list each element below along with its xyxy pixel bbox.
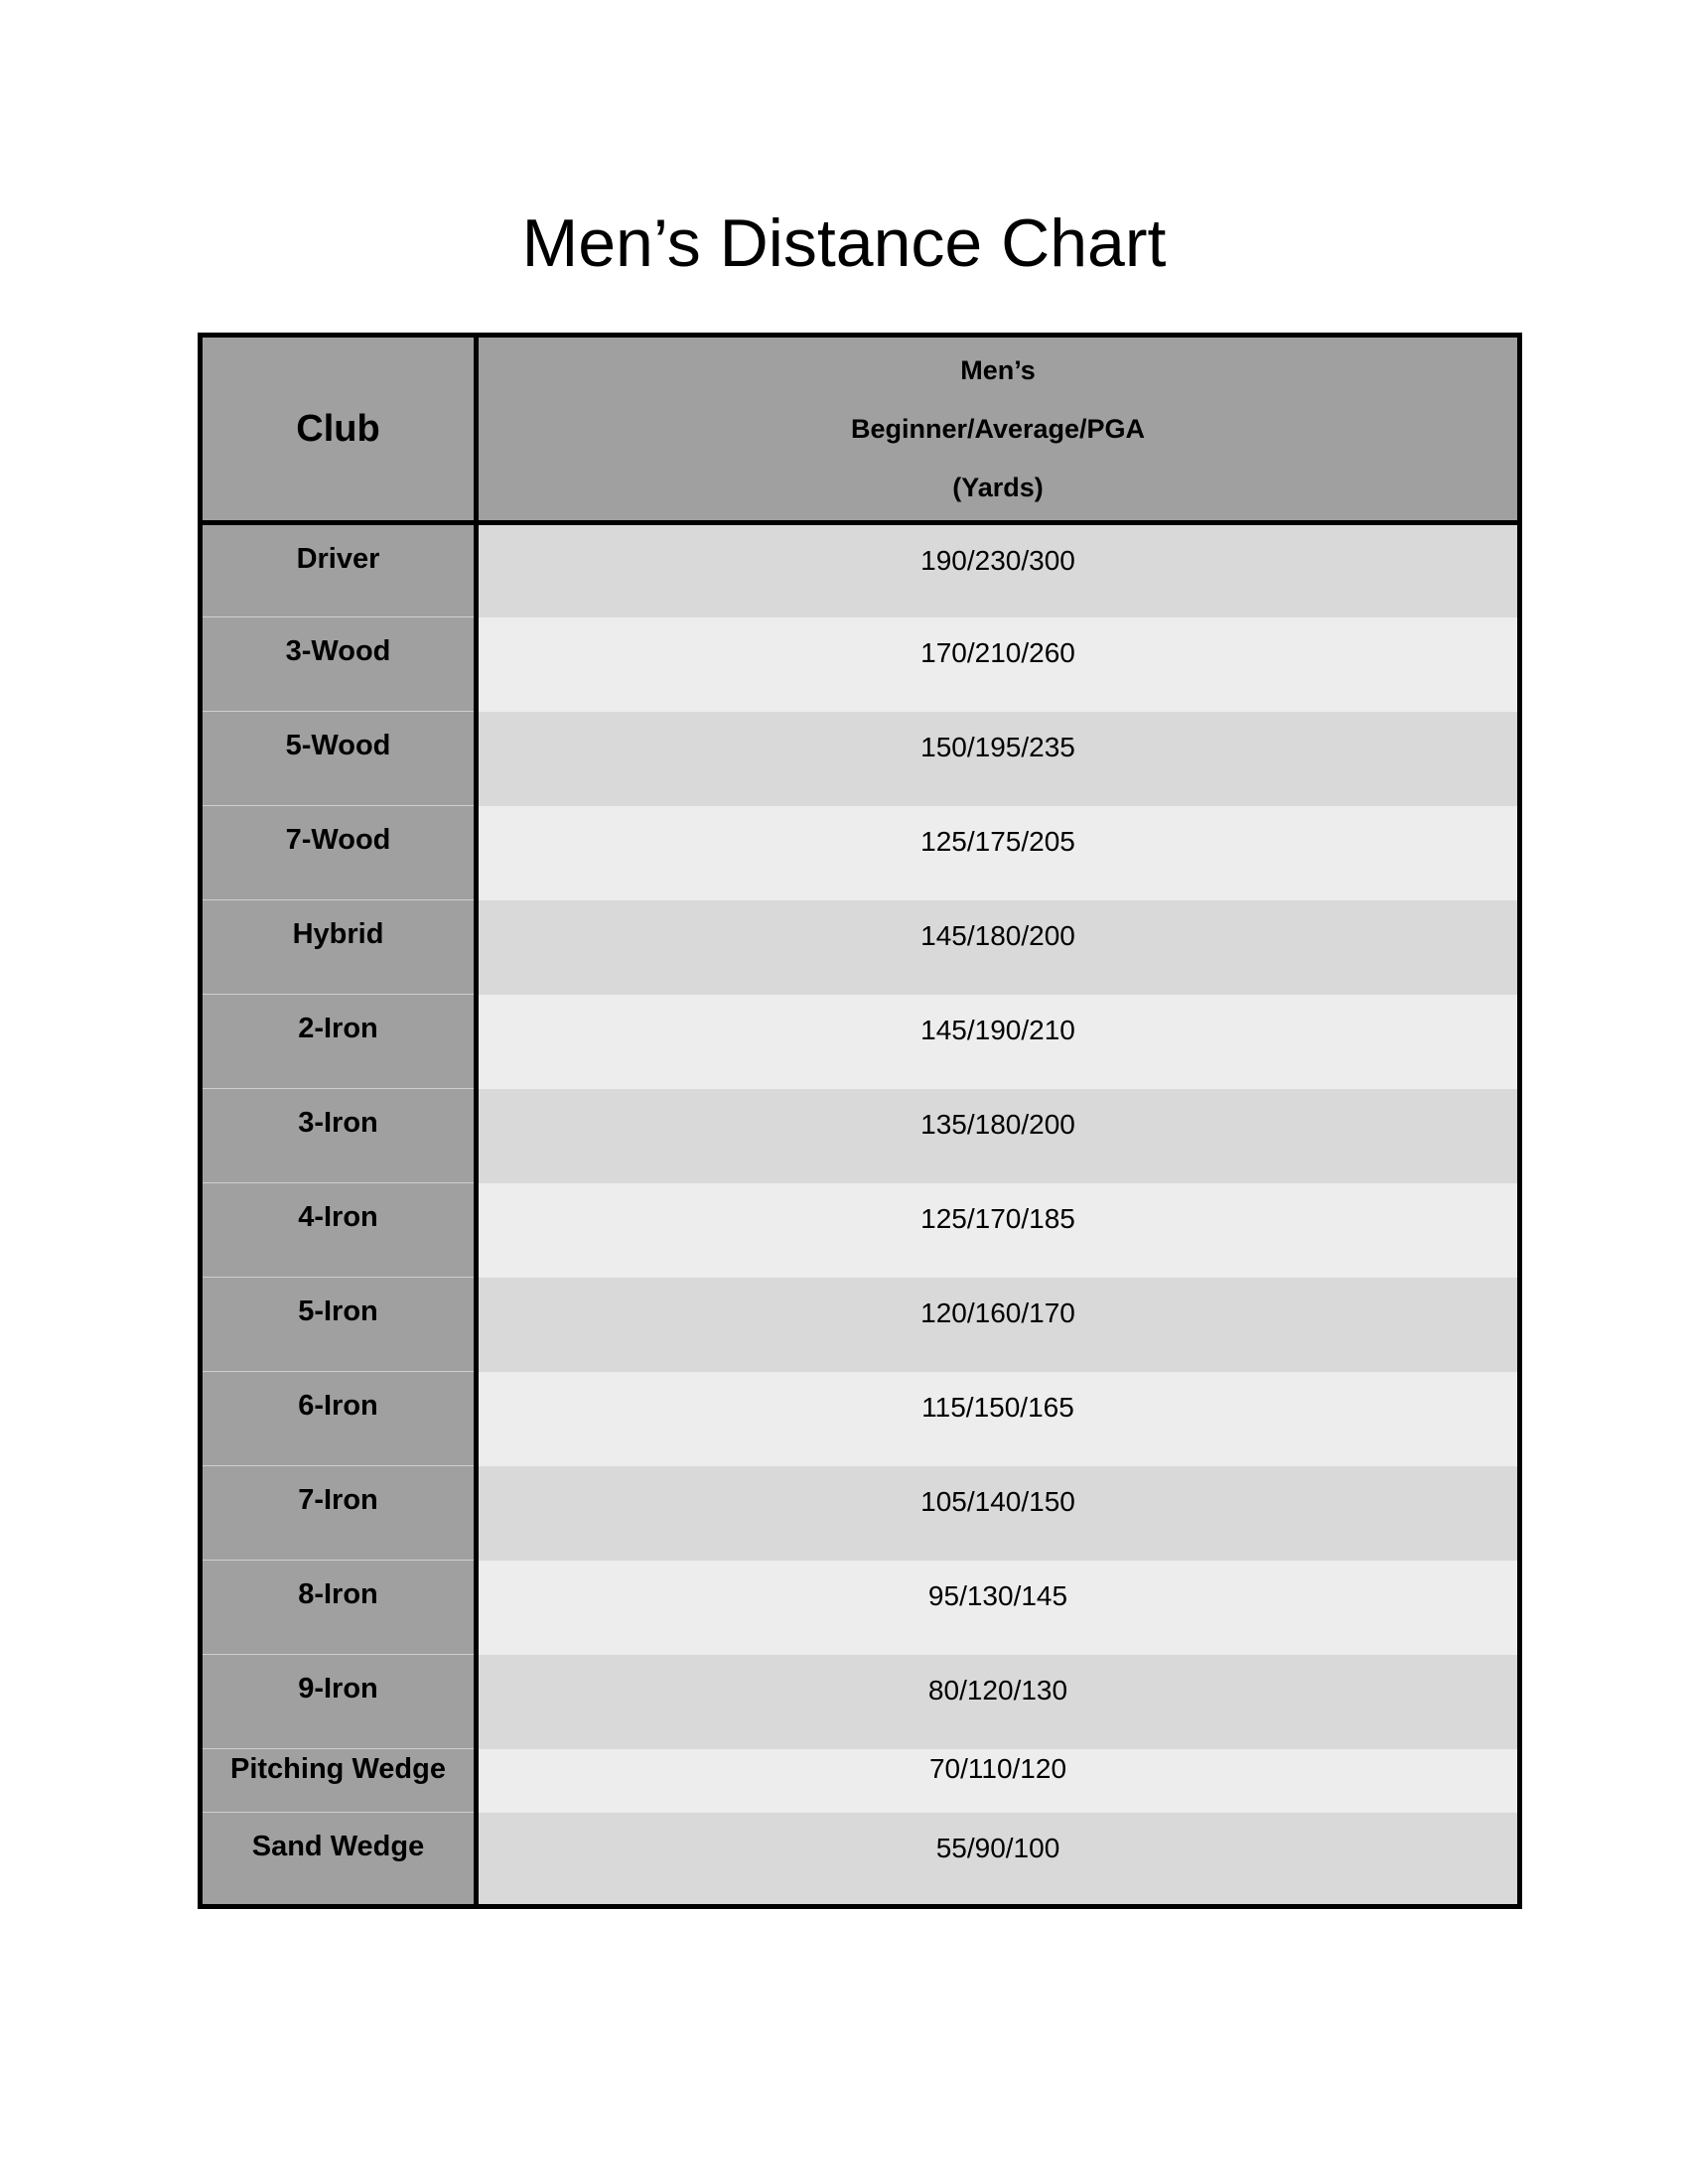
club-cell: 7-Wood [201, 806, 477, 900]
column-header-distance [477, 336, 1520, 523]
distance-cell: 55/90/100 [477, 1813, 1520, 1907]
distance-cell: 125/170/185 [477, 1183, 1520, 1278]
club-cell: Hybrid [201, 900, 477, 995]
distance-cell: 190/230/300 [477, 523, 1520, 617]
club-cell: Pitching Wedge [201, 1749, 477, 1813]
club-cell: 4-Iron [201, 1183, 477, 1278]
distance-cell: 105/140/150 [477, 1466, 1520, 1561]
table-row [201, 1749, 1520, 1813]
table-row [201, 523, 1520, 617]
club-cell: 8-Iron [201, 1561, 477, 1655]
table-row [201, 1089, 1520, 1183]
table-header-row [201, 336, 1520, 523]
header-line-levels: Beginner/Average/PGA [850, 413, 1146, 444]
club-cell: 7-Iron [201, 1466, 477, 1561]
table-row [201, 1278, 1520, 1372]
club-cell: 3-Wood [201, 617, 477, 712]
distance-cell: 70/110/120 [477, 1749, 1520, 1813]
table-row [201, 712, 1520, 806]
club-cell: Driver [201, 523, 477, 617]
club-cell: 3-Iron [201, 1089, 477, 1183]
table-row [201, 617, 1520, 712]
club-cell: 5-Iron [201, 1278, 477, 1372]
distance-cell: 115/150/165 [477, 1372, 1520, 1466]
table-row [201, 1183, 1520, 1278]
table-row [201, 1561, 1520, 1655]
club-cell: 9-Iron [201, 1655, 477, 1749]
page-title: Men’s Distance Chart [521, 205, 1167, 281]
table-row [201, 900, 1520, 995]
header-line-mens: Men’s [960, 354, 1036, 385]
distance-cell: 170/210/260 [477, 617, 1520, 712]
distance-cell: 95/130/145 [477, 1561, 1520, 1655]
distance-cell: 135/180/200 [477, 1089, 1520, 1183]
distance-table [198, 333, 1522, 1909]
table-row [201, 995, 1520, 1089]
distance-cell: 150/195/235 [477, 712, 1520, 806]
distance-cell: 80/120/130 [477, 1655, 1520, 1749]
table-row [201, 806, 1520, 900]
table-row [201, 1813, 1520, 1907]
table-row [201, 1466, 1520, 1561]
distance-cell: 125/175/205 [477, 806, 1520, 900]
distance-cell: 145/190/210 [477, 995, 1520, 1089]
header-line-units: (Yards) [952, 472, 1044, 502]
distance-cell: 120/160/170 [477, 1278, 1520, 1372]
table-row [201, 1655, 1520, 1749]
table-row [201, 1372, 1520, 1466]
club-cell: 2-Iron [201, 995, 477, 1089]
club-cell: 6-Iron [201, 1372, 477, 1466]
column-header-club: Club [201, 336, 477, 523]
distance-cell: 145/180/200 [477, 900, 1520, 995]
club-cell: Sand Wedge [201, 1813, 477, 1907]
club-cell: 5-Wood [201, 712, 477, 806]
